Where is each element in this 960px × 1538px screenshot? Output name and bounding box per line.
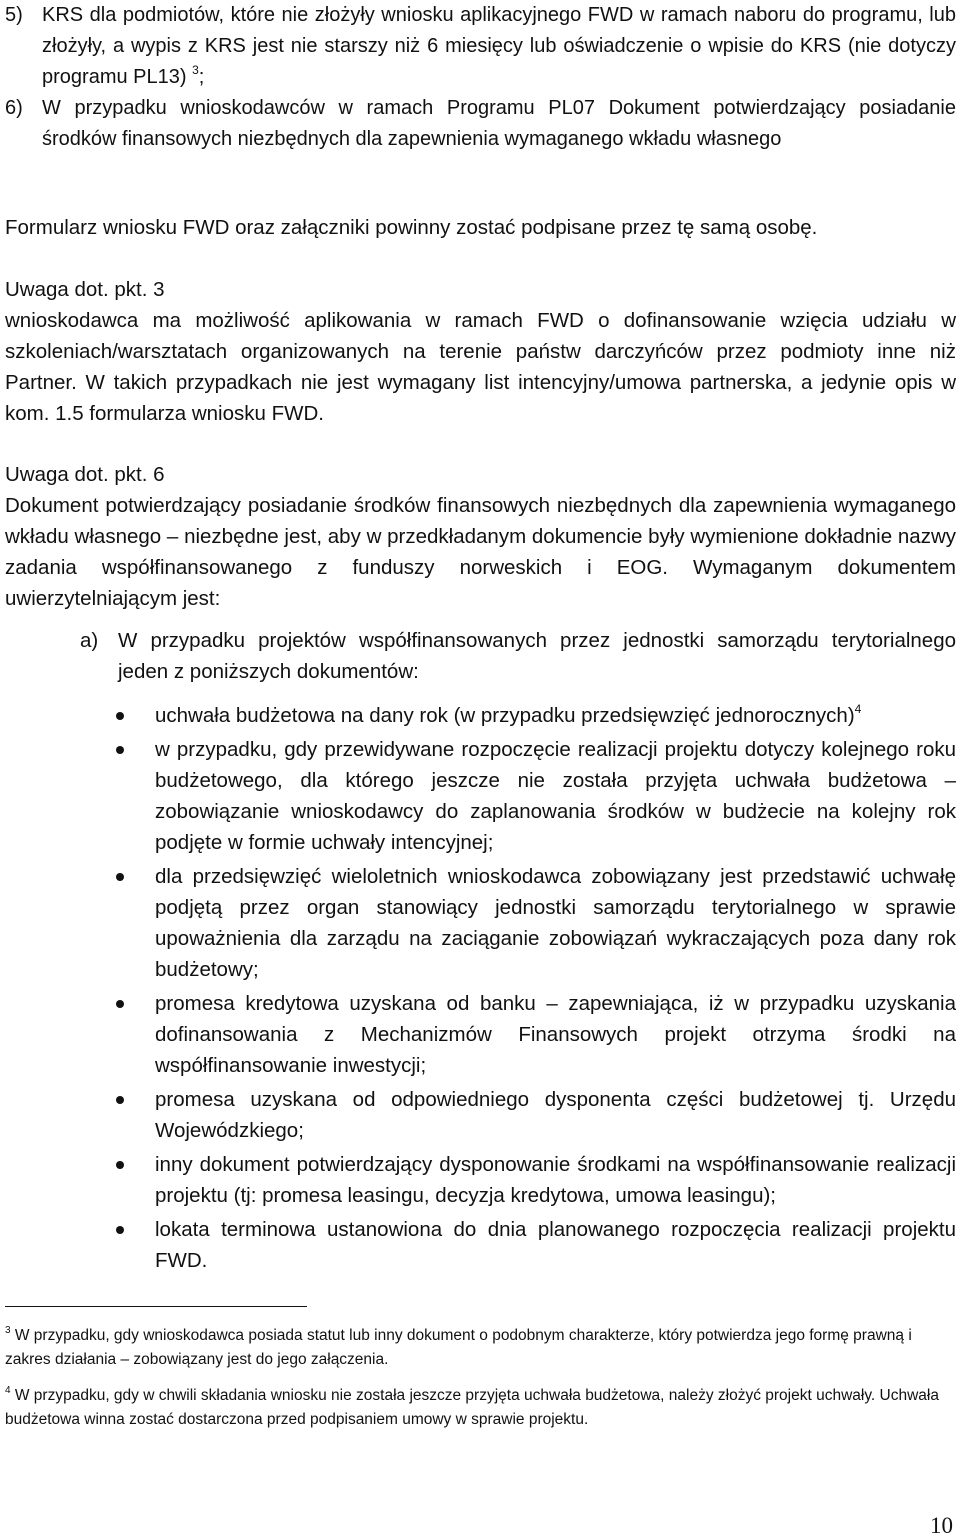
bullet-text: dla przedsięwzięć wieloletnich wnioskodawca zobowiązany jest przedstawić uchwałę podjętą przez organ stanowiący jednostki samorządu terytorialnego w sprawie upoważnienia dla zarządu na zaciąganie zobowiązań wykraczających poza dany rok budżetowy;: [155, 865, 956, 981]
footnote-number: 4: [5, 1385, 11, 1396]
list-item-text: KRS dla podmiotów, które nie złożyły wniosku aplikacyjnego FWD w ramach naboru do programu, lub złożyły, a wypis z KRS jest nie starszy niż 6 miesięcy lub oświadczenie o wpisie do KRS (nie dotyczy programu PL13): [42, 4, 956, 88]
footnote-text: W przypadku, gdy wnioskodawca posiada statut lub inny dokument o podobnym charakterze, który potwierdza jego formę prawną i zakres działania – zobowiązany jest do jego załączenia.: [5, 1327, 912, 1368]
note-3-text: wnioskodawca ma możliwość aplikowania w ramach FWD o dofinansowanie wzięcia udziału w szkoleniach/warsztatach organizowanych na terenie państw darczyńców przez podmioty inne niż Partner. W takich przypadkach nie jest wymagany list intencyjny/umowa partnerska, a jedynie opis w kom. 1.5 formularza wniosku FWD.: [5, 309, 956, 425]
bullet-icon: [116, 1226, 124, 1234]
note-6-heading: Uwaga dot. pkt. 6: [5, 463, 165, 486]
list-item-tail: ;: [198, 66, 205, 88]
point-a-text: W przypadku projektów współfinansowanych przez jednostki samorządu terytorialnego jeden z poniższych dokumentów:: [118, 629, 956, 683]
bullet-icon: [116, 712, 124, 720]
bullet-text: inny dokument potwierdzający dysponowanie środkami na współfinansowanie realizacji projektu (tj: promesa leasingu, decyzja kredytowa, umowa leasingu);: [155, 1153, 956, 1207]
list-item: [5, 93, 956, 155]
footnote-3: [5, 1324, 956, 1372]
bullet-text: promesa kredytowa uzyskana od banku – zapewniająca, iż w przypadku uzyskania dofinansowania z Mechanizmów Finansowych projekt otrzyma środki na współfinansowanie inwestycji;: [155, 992, 956, 1077]
bullet-text: promesa uzyskana od odpowiedniego dysponenta części budżetowej tj. Urzędu Wojewódzkiego;: [155, 1088, 956, 1142]
bullet-text: uchwała budżetowa na dany rok (w przypadku przedsięwzięć jednorocznych): [155, 704, 855, 727]
footnote-4: [5, 1384, 956, 1432]
bullet-item: [118, 988, 956, 1081]
bullet-icon: [116, 1161, 124, 1169]
signature-note: Formularz wniosku FWD oraz załączniki powinny zostać podpisane przez tę samą osobę.: [5, 216, 818, 239]
bullet-item: [118, 1084, 956, 1146]
footnote-number: 3: [5, 1325, 11, 1336]
bullet-item: [118, 700, 956, 731]
page-number: 10: [930, 1513, 953, 1538]
bullet-icon: [116, 1000, 124, 1008]
bullet-item: [118, 1214, 956, 1276]
footnote-ref[interactable]: 4: [854, 702, 862, 716]
bullet-text: lokata terminowa ustanowiona do dnia planowanego rozpoczęcia realizacji projektu FWD.: [155, 1218, 956, 1272]
bullet-text: w przypadku, gdy przewidywane rozpoczęcie realizacji projektu dotyczy kolejnego roku budżetowego, dla którego jeszcze nie została przyjęta uchwała budżetowa – zobowiązanie wnioskodawcy do zaplanowania środków w budżecie na kolejny rok podjęte w formie uchwały intencyjnej;: [155, 738, 956, 854]
bullet-icon: [116, 873, 124, 881]
bullet-item: [118, 1149, 956, 1211]
footnote-text: W przypadku, gdy w chwili składania wniosku nie została jeszcze przyjęta uchwała budżetowa, należy złożyć projekt uchwały. Uchwała budżetowa winna zostać dostarczona przed podpisaniem umowy w sprawie projektu.: [5, 1387, 939, 1428]
bullet-item: [118, 861, 956, 985]
note-3-heading: Uwaga dot. pkt. 3: [5, 278, 165, 301]
list-item: [5, 0, 956, 93]
point-a-label: a): [80, 629, 99, 652]
list-number: 6): [5, 97, 23, 119]
bullet-item: [118, 734, 956, 858]
list-number: 5): [5, 4, 23, 26]
document-bullet-list: [118, 700, 956, 1279]
list-item-text: W przypadku wnioskodawców w ramach Programu PL07 Dokument potwierdzający posiadanie środków finansowych niezbędnych dla zapewnienia wymaganego wkładu własnego: [42, 97, 956, 150]
footnote-separator: [5, 1306, 307, 1307]
footnote-ref[interactable]: 3: [192, 63, 199, 77]
note-6-text: Dokument potwierdzający posiadanie środków finansowych niezbędnych dla zapewnienia wymaganego wkładu własnego – niezbędne jest, aby w przedkładanym dokumencie były wymienione dokładnie nazwy zadania współfinansowanego z funduszy norweskich i EOG. Wymaganym dokumentem uwierzytelniającym jest:: [5, 494, 956, 610]
numbered-list: [5, 0, 956, 155]
bullet-icon: [116, 1096, 124, 1104]
bullet-icon: [116, 746, 124, 754]
